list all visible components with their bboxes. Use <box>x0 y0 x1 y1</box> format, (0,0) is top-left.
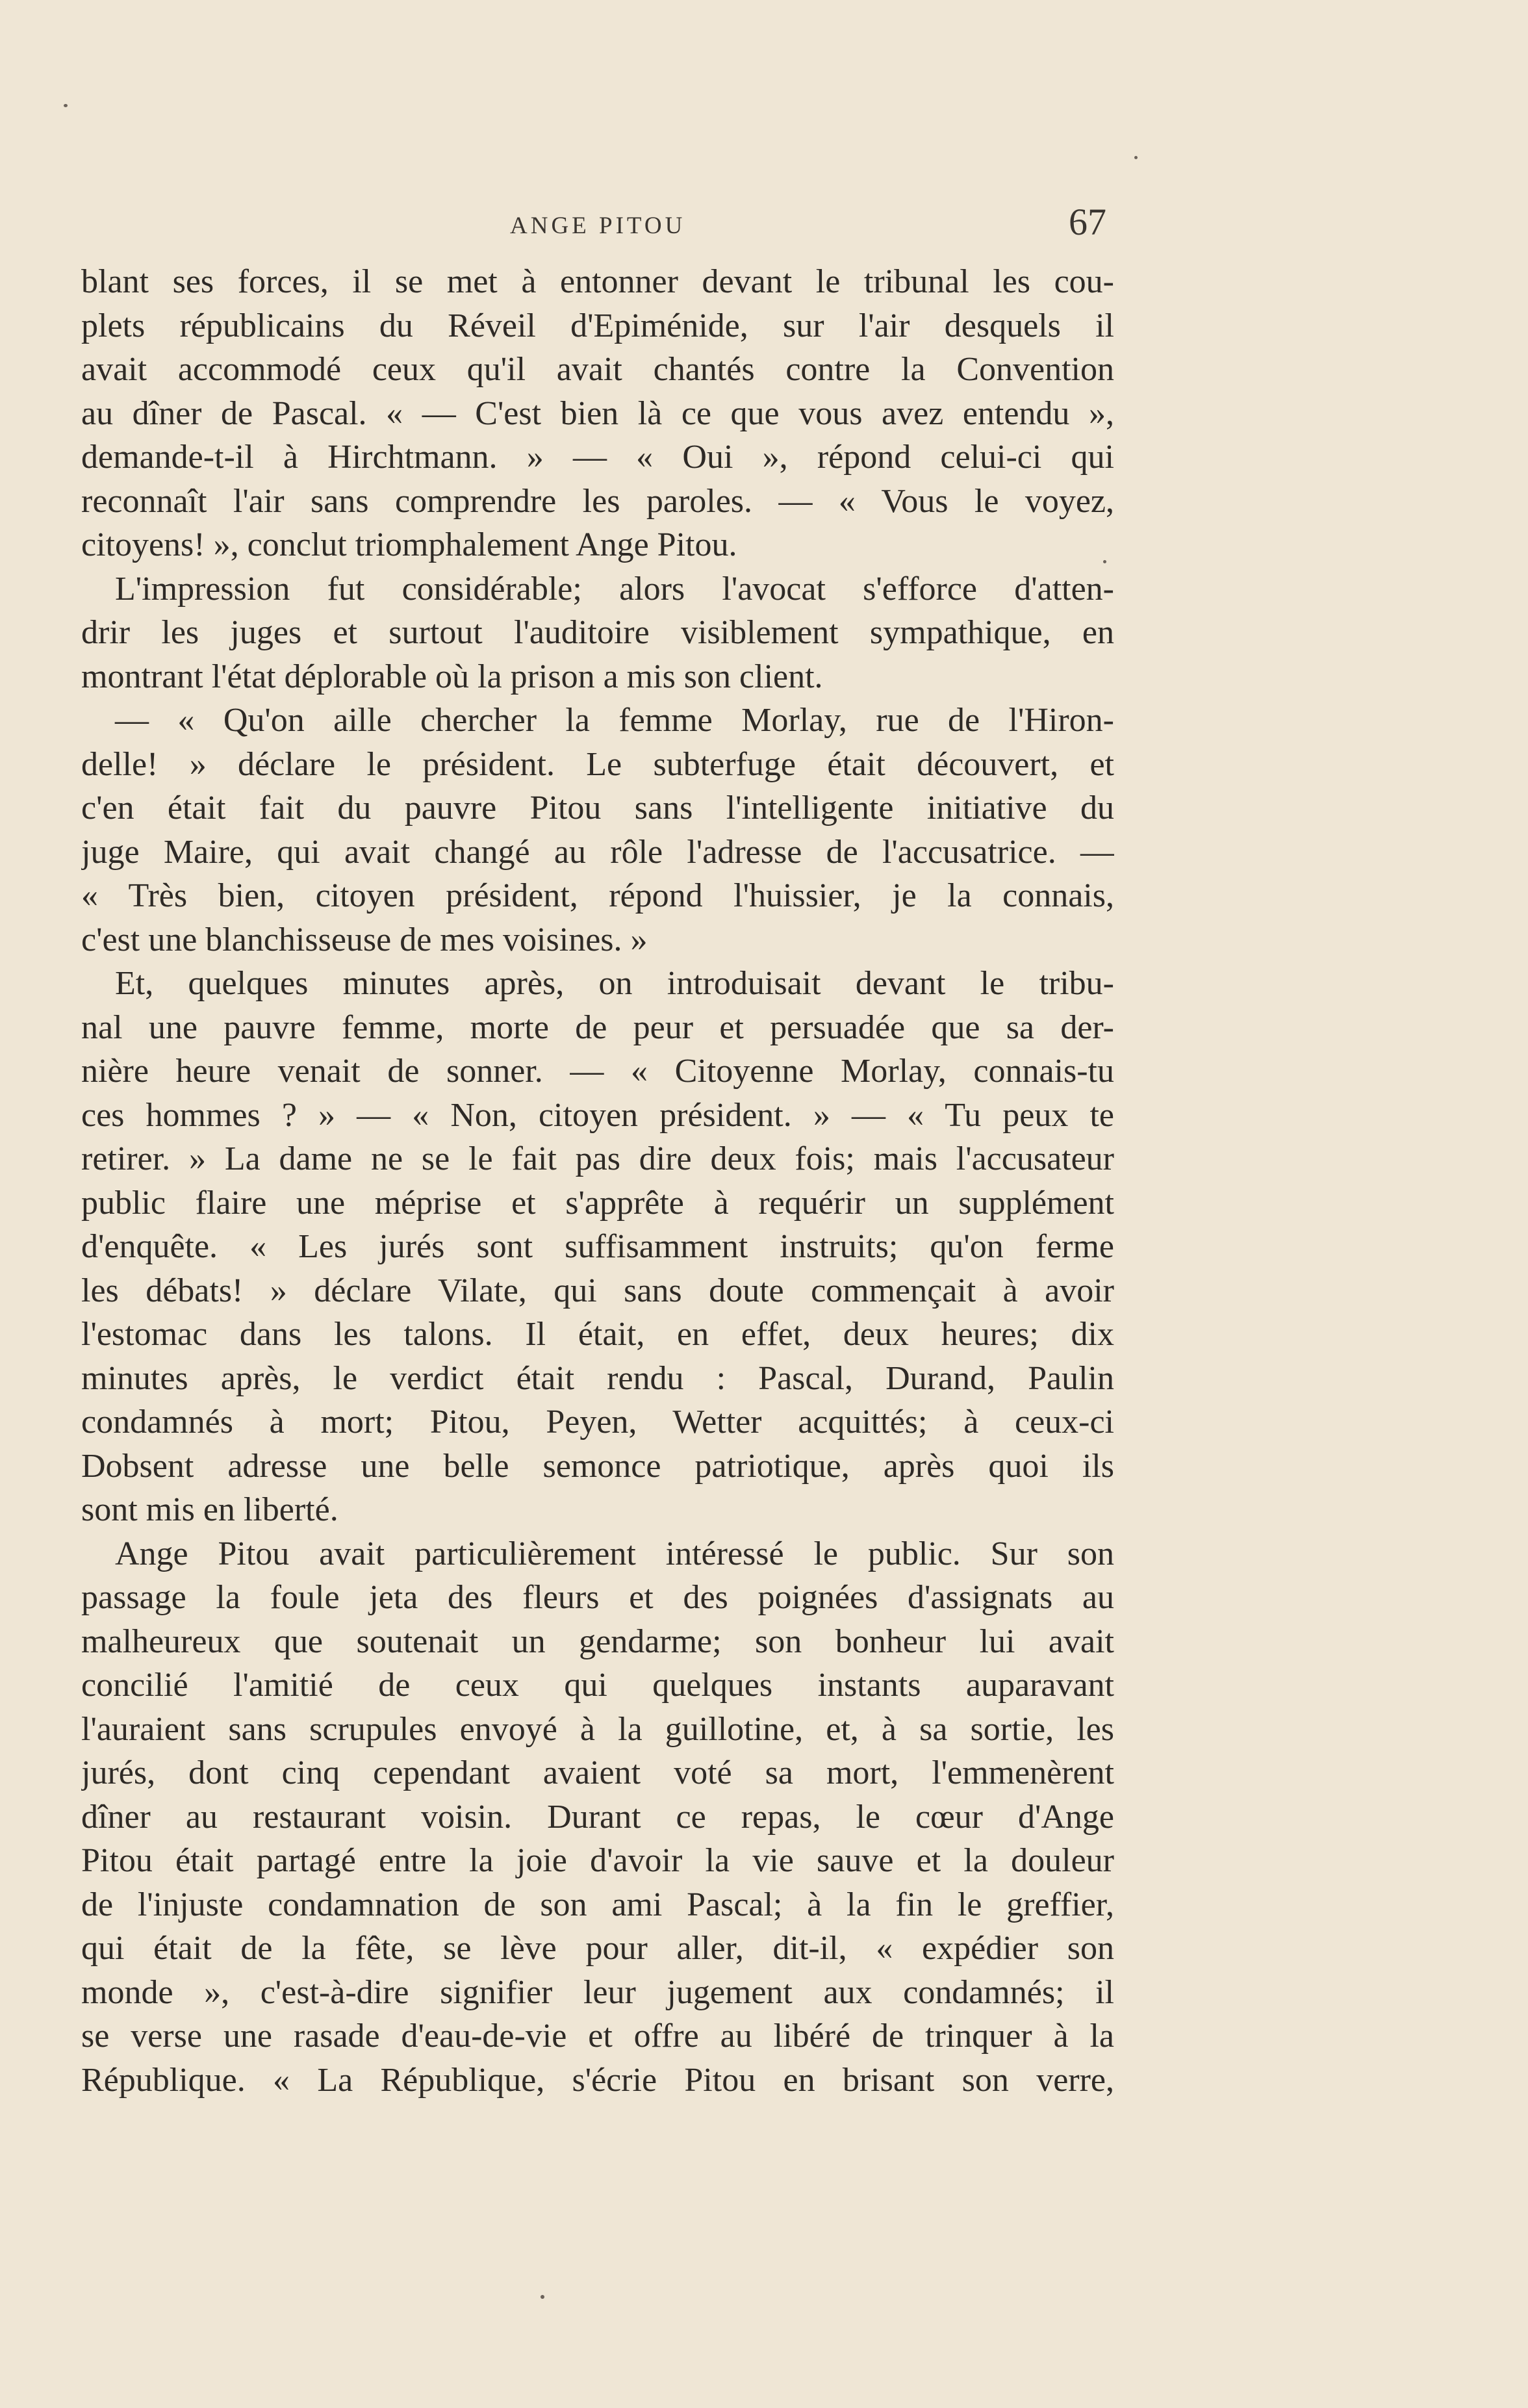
text-line: — « Qu'on aille chercher la femme Morlay, rue de l'Hiron- <box>115 702 1114 739</box>
text-line: delle! » déclare le président. Le subterfuge était découvert, et <box>81 745 1114 783</box>
text-line: avait accommodé ceux qu'il avait chantés contre la Convention <box>81 351 1114 388</box>
running-title: ANGE PITOU <box>510 212 686 239</box>
body-text <box>81 260 1114 2102</box>
text-line: plets républicains du Réveil d'Epiménide, sur l'air desquels il <box>81 307 1114 344</box>
text-line: « Très bien, citoyen président, répond l'huissier, je la connais, <box>81 877 1114 914</box>
text-line: blant ses forces, il se met à entonner devant le tribunal les cou- <box>81 263 1114 300</box>
text-line: drir les juges et surtout l'auditoire visiblement sympathique, en <box>81 614 1114 651</box>
text-line: malheureux que soutenait un gendarme; son bonheur lui avait <box>81 1622 1114 1660</box>
text-line: Ange Pitou avait particulièrement intéressé le public. Sur son <box>115 1535 1114 1572</box>
text-line: sont mis en liberté. <box>81 1491 338 1528</box>
text-line: c'en était fait du pauvre Pitou sans l'intelligente initiative du <box>81 789 1114 826</box>
text-line: L'impression fut considérable; alors l'avocat s'efforce d'atten- <box>115 570 1114 608</box>
text-line: qui était de la fête, se lève pour aller, dit-il, « expédier son <box>81 1930 1114 1967</box>
text-line: au dîner de Pascal. « — C'est bien là ce que vous avez entendu », <box>81 394 1114 432</box>
text-line: les débats! » déclare Vilate, qui sans doute commençait à avoir <box>81 1272 1114 1309</box>
text-line: l'auraient sans scrupules envoyé à la guillotine, et, à sa sortie, les <box>81 1710 1114 1748</box>
paper-speck <box>1134 156 1138 159</box>
text-line: c'est une blanchisseuse de mes voisines. » <box>81 921 648 958</box>
text-line: reconnaît l'air sans comprendre les paroles. — « Vous le voyez, <box>81 482 1114 520</box>
text-line: condamnés à mort; Pitou, Peyen, Wetter acquittés; à ceux-ci <box>81 1403 1114 1441</box>
text-line: Dobsent adresse une belle semonce patriotique, après quoi ils <box>81 1447 1114 1485</box>
text-line: nal une pauvre femme, morte de peur et persuadée que sa der- <box>81 1008 1114 1046</box>
text-line: montrant l'état déplorable où la prison a mis son client. <box>81 658 823 695</box>
text-line: minutes après, le verdict était rendu : Pascal, Durand, Paulin <box>81 1359 1114 1397</box>
text-line: ces hommes ? » — « Non, citoyen président. » — « Tu peux te <box>81 1096 1114 1134</box>
text-line: d'enquête. « Les jurés sont suffisamment instruits; qu'on ferme <box>81 1228 1114 1265</box>
text-line: retirer. » La dame ne se le fait pas dire deux fois; mais l'accusateur <box>81 1140 1114 1177</box>
text-line: République. « La République, s'écrie Pitou en brisant son verre, <box>81 2061 1114 2099</box>
paper-speck <box>541 2295 544 2299</box>
text-line: public flaire une méprise et s'apprête à requérir un supplément <box>81 1184 1114 1222</box>
text-line: concilié l'amitié de ceux qui quelques instants auparavant <box>81 1667 1114 1704</box>
text-line: de l'injuste condamnation de son ami Pascal; à la fin le greffier, <box>81 1886 1114 1923</box>
text-line: se verse une rasade d'eau-de-vie et offre au libéré de trinquer à la <box>81 2017 1114 2055</box>
text-line: Et, quelques minutes après, on introduisait devant le tribu- <box>115 965 1114 1002</box>
text-line: demande-t-il à Hirchtmann. » — « Oui », répond celui-ci qui <box>81 439 1114 476</box>
page-number: 67 <box>1069 201 1106 243</box>
text-line: passage la foule jeta des fleurs et des poignées d'assignats au <box>81 1579 1114 1616</box>
text-line: l'estomac dans les talons. Il était, en effet, deux heures; dix <box>81 1316 1114 1353</box>
paper-speck <box>64 104 68 107</box>
text-line: jurés, dont cinq cependant avaient voté sa mort, l'emmenèrent <box>81 1754 1114 1791</box>
paper-speck <box>1103 560 1106 563</box>
text-line: dîner au restaurant voisin. Durant ce repas, le cœur d'Ange <box>81 1798 1114 1836</box>
text-line: juge Maire, qui avait changé au rôle l'adresse de l'accusatrice. — <box>81 833 1114 871</box>
text-line: monde », c'est-à-dire signifier leur jugement aux condamnés; il <box>81 1973 1114 2011</box>
text-line: nière heure venait de sonner. — « Citoyenne Morlay, connais-tu <box>81 1053 1114 1090</box>
text-line: citoyens! », conclut triomphalement Ange Pitou. <box>81 526 737 563</box>
text-line: Pitou était partagé entre la joie d'avoir la vie sauve et la douleur <box>81 1842 1114 1879</box>
